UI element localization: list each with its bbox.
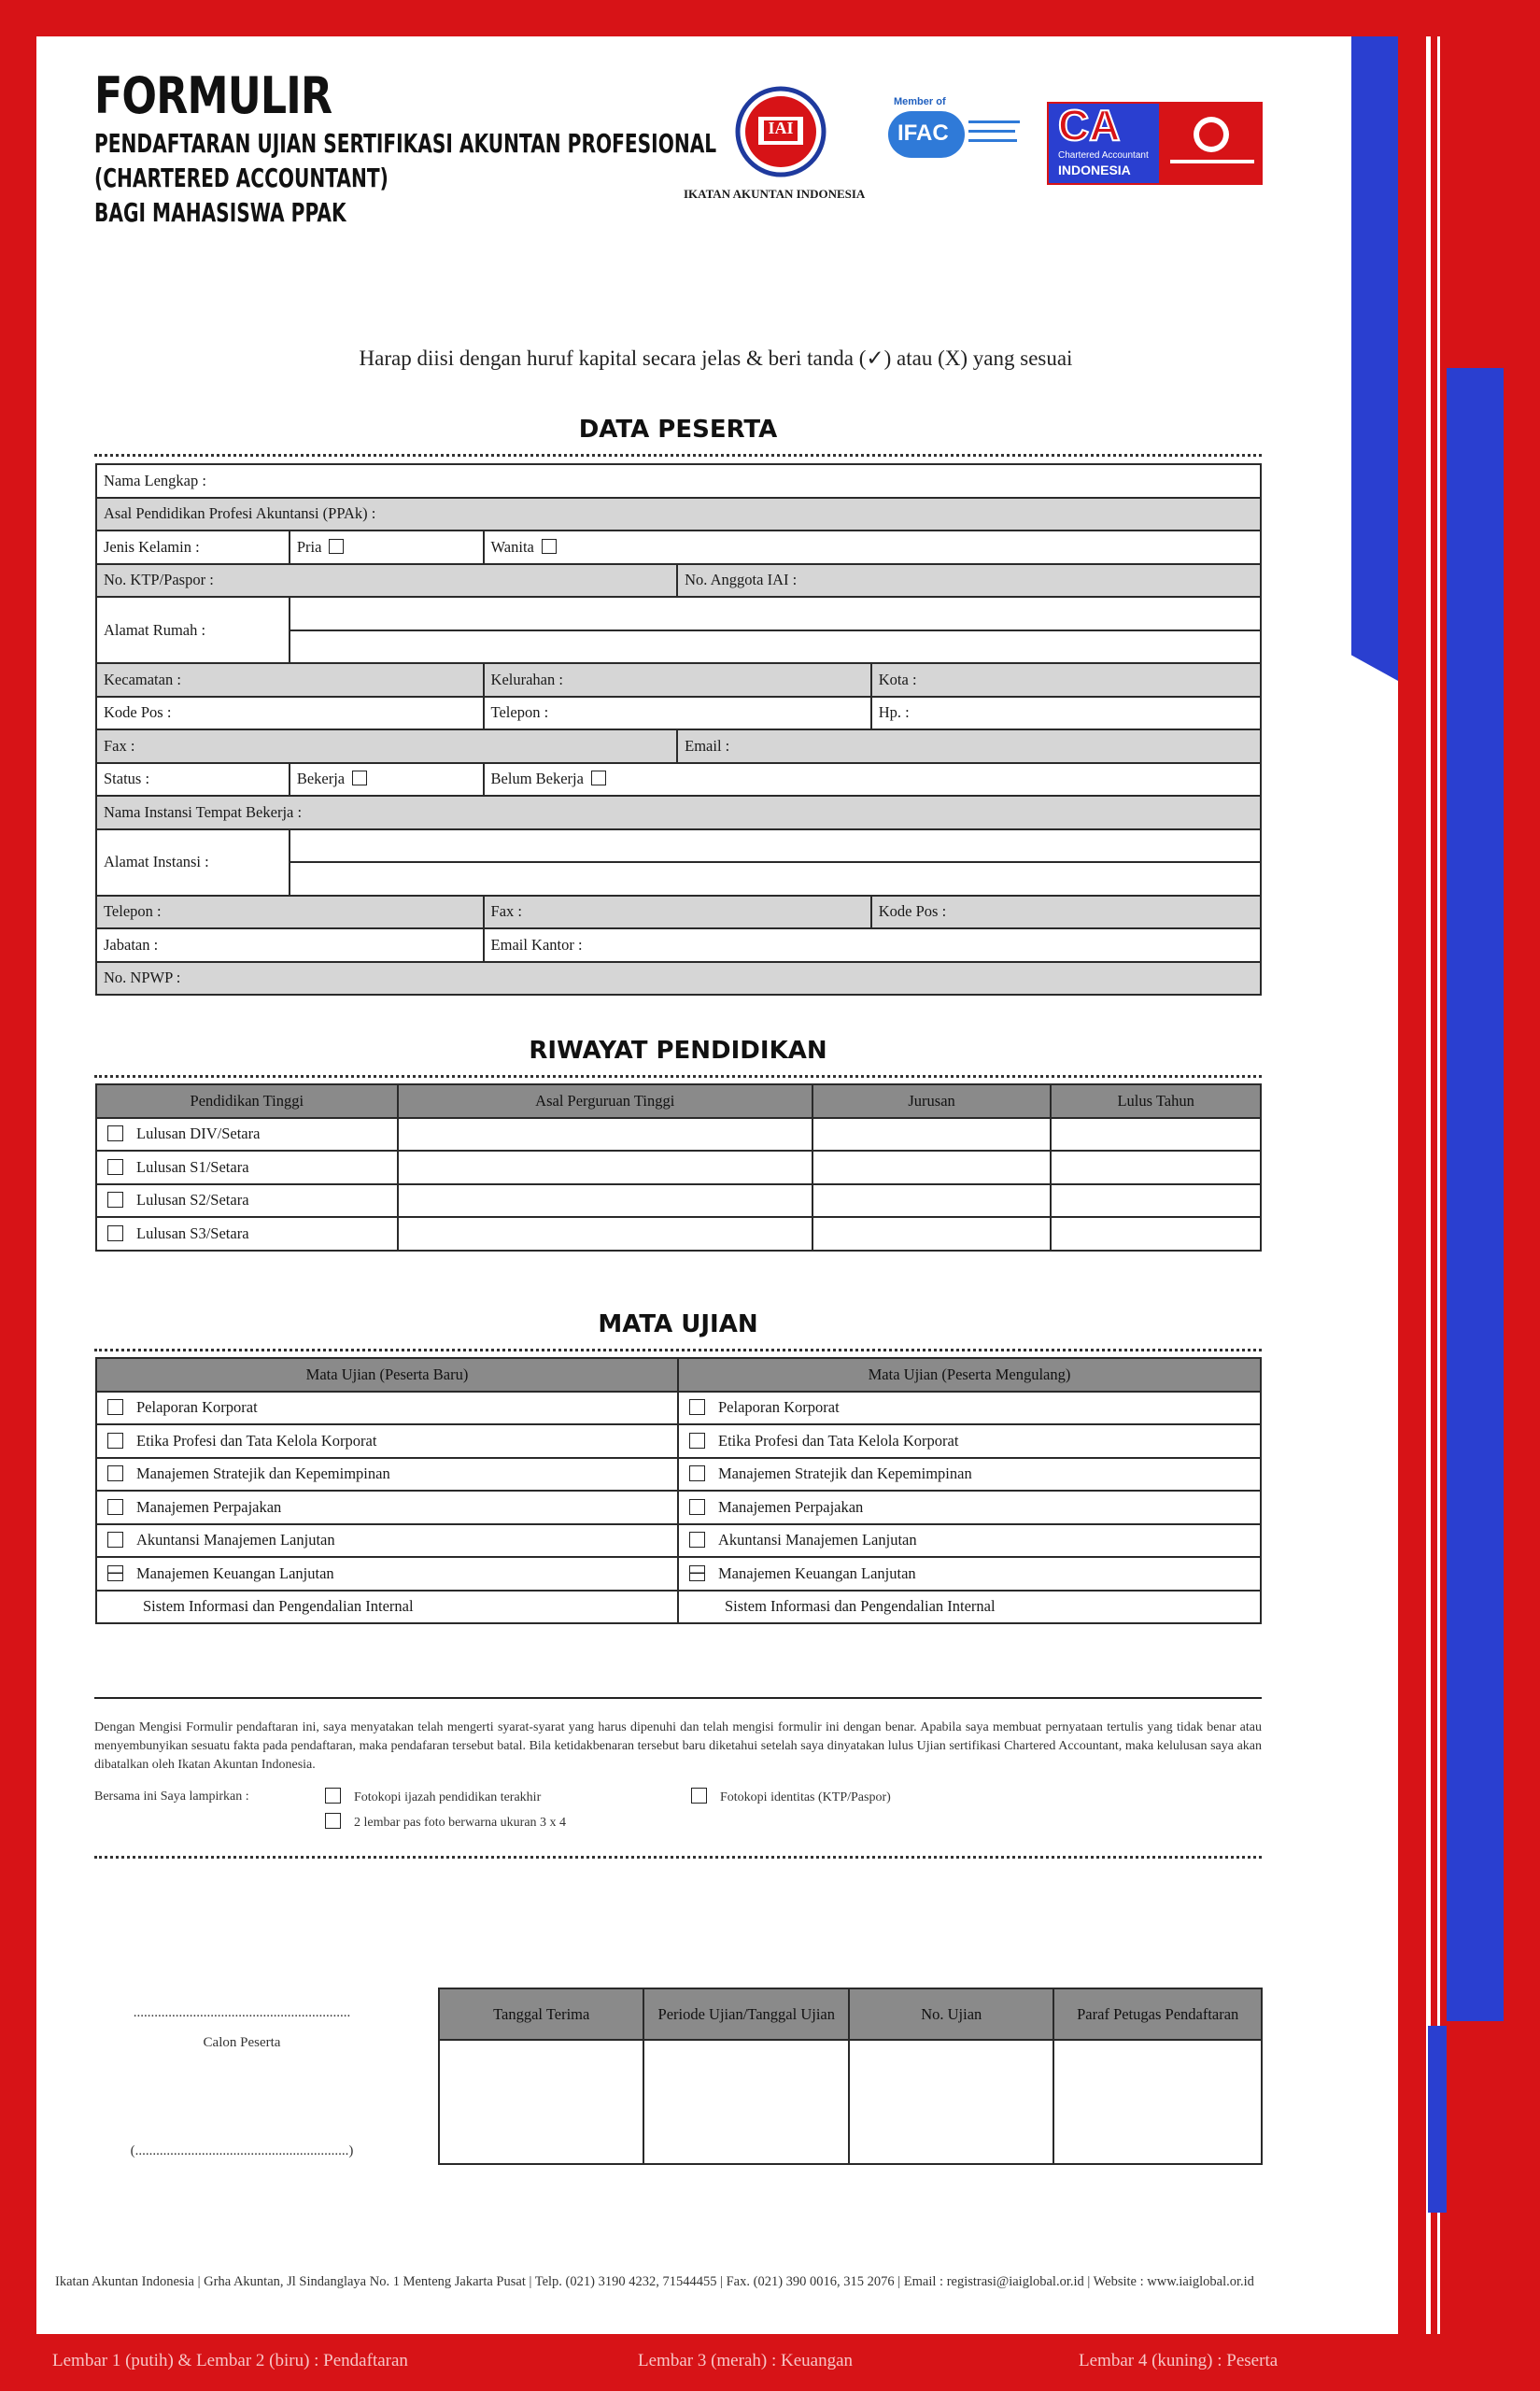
table-row bbox=[96, 1217, 1261, 1251]
office-header-tanggal: Tanggal Terima bbox=[439, 1988, 643, 2040]
mata-ujian-table bbox=[95, 1357, 1262, 1624]
attachment-label: 2 lembar pas foto berwarna ukuran 3 x 4 bbox=[354, 1816, 567, 1830]
mata-ujian-baru-option[interactable] bbox=[96, 1392, 678, 1425]
riwayat-label: Lulusan S3/Setara bbox=[136, 1224, 249, 1242]
riwayat-jurusan-cell[interactable] bbox=[812, 1217, 1051, 1251]
dotted-divider bbox=[94, 1856, 1262, 1859]
office-header-no-ujian: No. Ujian bbox=[849, 1988, 1053, 2040]
dotted-divider bbox=[94, 1349, 1262, 1351]
riwayat-label: Lulusan DIV/Setara bbox=[136, 1125, 261, 1143]
mata-ujian-checkbox[interactable] bbox=[107, 1532, 123, 1548]
dotted-divider bbox=[94, 1075, 1262, 1078]
table-row bbox=[96, 1118, 1261, 1152]
attachment-label: Fotokopi ijazah pendidikan terakhir bbox=[354, 1790, 542, 1804]
pria-label: Pria bbox=[296, 537, 322, 556]
option-pria[interactable] bbox=[290, 531, 484, 564]
mata-ujian-label: Manajemen Perpajakan bbox=[136, 1497, 282, 1516]
attachment-checkbox[interactable] bbox=[325, 1788, 341, 1804]
mata-ujian-checkbox[interactable] bbox=[107, 1399, 123, 1415]
field-no-anggota[interactable]: No. Anggota IAI : bbox=[677, 564, 1261, 598]
section-title-riwayat: RIWAYAT PENDIDIKAN bbox=[529, 1037, 827, 1065]
mata-ujian-ulang-option[interactable] bbox=[678, 1557, 1261, 1591]
blue-stripe-low bbox=[1428, 2026, 1447, 2213]
section-title-mata-ujian: MATA UJIAN bbox=[598, 1310, 758, 1338]
mata-ujian-label: Manajemen Keuangan Lanjutan bbox=[718, 1563, 916, 1582]
field-fax-kantor[interactable]: Fax : bbox=[484, 896, 871, 929]
riwayat-asal-cell[interactable] bbox=[398, 1118, 812, 1152]
riwayat-asal-cell[interactable] bbox=[398, 1184, 812, 1218]
mata-ujian-label: Manajemen Perpajakan bbox=[718, 1497, 864, 1516]
office-header-periode: Periode Ujian/Tanggal Ujian bbox=[643, 1988, 849, 2040]
belum-bekerja-label: Belum Bekerja bbox=[490, 770, 584, 788]
mata-ujian-ulang-option[interactable] bbox=[678, 1424, 1261, 1458]
riwayat-jurusan-cell[interactable] bbox=[812, 1151, 1051, 1184]
field-jabatan[interactable]: Jabatan : bbox=[96, 928, 484, 962]
mata-ujian-label: Etika Profesi dan Tata Kelola Korporat bbox=[136, 1431, 377, 1450]
riwayat-header-jurusan: Jurusan bbox=[812, 1084, 1051, 1118]
office-use-table bbox=[438, 1988, 1263, 2165]
iai-logo bbox=[734, 85, 794, 166]
mata-ujian-checkbox[interactable] bbox=[689, 1399, 705, 1415]
signature-name-line[interactable]: (.............................................................) bbox=[130, 2143, 354, 2158]
attachment-label: Fotokopi identitas (KTP/Paspor) bbox=[720, 1790, 891, 1804]
riwayat-lulus-cell[interactable] bbox=[1051, 1217, 1261, 1251]
label-alamat-rumah: Alamat Rumah : bbox=[96, 597, 290, 663]
riwayat-jurusan-cell[interactable] bbox=[812, 1118, 1051, 1152]
copy-label-pendaftaran: Lembar 1 (putih) & Lembar 2 (biru) : Pendaftaran bbox=[52, 2351, 408, 2370]
mata-ujian-ulang-option[interactable] bbox=[678, 1524, 1261, 1558]
form-subtitle-1: PENDAFTARAN UJIAN SERTIFIKASI AKUNTAN PROFESIONAL bbox=[94, 128, 717, 159]
riwayat-option[interactable] bbox=[96, 1118, 398, 1152]
ca-sub2: INDONESIA bbox=[1058, 163, 1131, 177]
mata-ujian-checkbox[interactable] bbox=[689, 1433, 705, 1449]
field-telepon-kantor[interactable]: Telepon : bbox=[96, 896, 484, 929]
wanita-checkbox[interactable] bbox=[542, 539, 557, 554]
attachment-ijazah[interactable] bbox=[321, 1788, 541, 1805]
declaration-text: Dengan Mengisi Formulir pendaftaran ini, saya menyatakan telah mengerti syarat-syarat yang harus dipenuhi dan telah mengisi formulir ini dengan benar. Apabila saya membuat pernyataan tertulis yang tidak benar atau menyembunyikan sesuatu fakta pada pendaftaran, maka pendafaran tersebut batal. Bila ketidakbenaran tersebut baru diketahui setelah saya dinyatakan lulus Ujian sertifikasi Chartered Accountant, maka kelulusan saya akan dibatalkan oleh Ikatan Akuntan Indonesia. bbox=[94, 1720, 1262, 1772]
attachment-checkbox[interactable] bbox=[325, 1813, 341, 1829]
field-kelurahan[interactable]: Kelurahan : bbox=[484, 663, 871, 697]
attachment-ktp[interactable] bbox=[687, 1788, 891, 1805]
mata-ujian-label: Pelaporan Korporat bbox=[136, 1398, 258, 1417]
field-email[interactable]: Email : bbox=[677, 729, 1261, 763]
bekerja-checkbox[interactable] bbox=[352, 771, 367, 785]
mata-ujian-label: Manajemen Stratejik dan Kepemimpinan bbox=[136, 1464, 390, 1483]
mata-ujian-header-ulang: Mata Ujian (Peserta Mengulang) bbox=[678, 1358, 1261, 1392]
pria-checkbox[interactable] bbox=[329, 539, 344, 554]
field-alamat-rumah-1[interactable] bbox=[290, 597, 1261, 630]
mata-ujian-baru-option[interactable] bbox=[96, 1424, 678, 1458]
mata-ujian-ulang-option[interactable] bbox=[678, 1491, 1261, 1524]
field-nama-lengkap[interactable]: Nama Lengkap : bbox=[96, 464, 1261, 498]
mata-ujian-checkbox[interactable] bbox=[689, 1532, 705, 1548]
option-wanita[interactable] bbox=[484, 531, 1261, 564]
riwayat-header-asal: Asal Perguruan Tinggi bbox=[398, 1084, 812, 1118]
option-bekerja[interactable] bbox=[290, 763, 484, 797]
field-kecamatan[interactable]: Kecamatan : bbox=[96, 663, 484, 697]
mata-ujian-label: Manajemen Keuangan Lanjutan bbox=[136, 1563, 334, 1582]
instruction-text: Harap diisi dengan huruf kapital secara jelas & beri tanda (✓) atau (X) yang sesuai bbox=[359, 347, 1073, 370]
mata-ujian-baru-option[interactable] bbox=[96, 1524, 678, 1558]
data-peserta-table bbox=[95, 463, 1262, 996]
section-title-data-peserta: DATA PESERTA bbox=[578, 416, 778, 444]
riwayat-header-lulus: Lulus Tahun bbox=[1051, 1084, 1261, 1118]
mata-ujian-label: Etika Profesi dan Tata Kelola Korporat bbox=[718, 1431, 959, 1450]
riwayat-checkbox[interactable] bbox=[107, 1159, 123, 1175]
signature-label: Calon Peserta bbox=[203, 2035, 281, 2050]
riwayat-jurusan-cell[interactable] bbox=[812, 1184, 1051, 1218]
white-line-1 bbox=[1426, 36, 1431, 2334]
riwayat-header-pendidikan: Pendidikan Tinggi bbox=[96, 1084, 398, 1118]
ca-mark: CA bbox=[1058, 101, 1121, 149]
ca-logo bbox=[1047, 102, 1263, 185]
mata-ujian-checkbox[interactable] bbox=[107, 1565, 123, 1581]
table-row bbox=[96, 1524, 1261, 1558]
field-alamat-instansi-1[interactable] bbox=[290, 829, 1261, 863]
form-title-block bbox=[94, 66, 958, 230]
riwayat-option[interactable] bbox=[96, 1217, 398, 1251]
form-subtitle-2: (CHARTERED ACCOUNTANT) bbox=[94, 163, 389, 193]
riwayat-lulus-cell[interactable] bbox=[1051, 1118, 1261, 1152]
field-no-ktp[interactable]: No. KTP/Paspor : bbox=[96, 564, 677, 598]
declaration-rule bbox=[94, 1697, 1262, 1699]
table-row bbox=[96, 1151, 1261, 1184]
table-row bbox=[96, 1424, 1261, 1458]
field-email-kantor[interactable]: Email Kantor : bbox=[484, 928, 1261, 962]
blue-stripe-mid bbox=[1447, 368, 1504, 2021]
office-header-paraf: Paraf Petugas Pendaftaran bbox=[1053, 1988, 1262, 2040]
belum-bekerja-checkbox[interactable] bbox=[591, 771, 606, 785]
office-cell-no-ujian[interactable] bbox=[849, 2040, 1053, 2164]
form-sheet bbox=[36, 36, 1504, 2334]
mata-ujian-checkbox[interactable] bbox=[689, 1465, 705, 1481]
mata-ujian-checkbox[interactable] bbox=[107, 1499, 123, 1515]
copy-label-keuangan: Lembar 3 (merah) : Keuangan bbox=[638, 2351, 854, 2370]
table-row bbox=[96, 1557, 1261, 1591]
mata-ujian-baru-option[interactable] bbox=[96, 1491, 678, 1524]
riwayat-label: Lulusan S1/Setara bbox=[136, 1157, 249, 1176]
mata-ujian-label: Manajemen Stratejik dan Kepemimpinan bbox=[718, 1464, 972, 1483]
form-title: FORMULIR bbox=[94, 66, 332, 125]
field-kode-pos[interactable]: Kode Pos : bbox=[96, 697, 484, 730]
riwayat-checkbox[interactable] bbox=[107, 1192, 123, 1208]
field-hp[interactable]: Hp. : bbox=[871, 697, 1261, 730]
field-npwp[interactable]: No. NPWP : bbox=[96, 962, 1261, 996]
riwayat-table bbox=[95, 1083, 1262, 1252]
mata-ujian-ulang-option[interactable] bbox=[678, 1458, 1261, 1492]
riwayat-asal-cell[interactable] bbox=[398, 1217, 812, 1251]
mata-ujian-ulang-option[interactable] bbox=[678, 1591, 1261, 1624]
mata-ujian-label: Pelaporan Korporat bbox=[718, 1398, 840, 1417]
mata-ujian-checkbox[interactable] bbox=[107, 1433, 123, 1449]
field-asal-pendidikan[interactable]: Asal Pendidikan Profesi Akuntansi (PPAk) : bbox=[96, 498, 1261, 531]
copy-label-peserta: Lembar 4 (kuning) : Peserta bbox=[1079, 2351, 1279, 2370]
mata-ujian-checkbox[interactable] bbox=[689, 1565, 705, 1581]
riwayat-lulus-cell[interactable] bbox=[1051, 1151, 1261, 1184]
riwayat-option[interactable] bbox=[96, 1184, 398, 1218]
table-row bbox=[96, 1491, 1261, 1524]
riwayat-checkbox[interactable] bbox=[107, 1125, 123, 1141]
mata-ujian-label: Akuntansi Manajemen Lanjutan bbox=[136, 1531, 335, 1549]
mata-ujian-baru-option[interactable] bbox=[96, 1557, 678, 1591]
table-row bbox=[96, 1458, 1261, 1492]
form-subtitle-3: BAGI MAHASISWA PPAK bbox=[94, 197, 346, 228]
riwayat-option[interactable] bbox=[96, 1151, 398, 1184]
attachments-label: Bersama ini Saya lampirkan : bbox=[94, 1790, 249, 1804]
riwayat-label: Lulusan S2/Setara bbox=[136, 1191, 249, 1210]
attachment-pas-foto[interactable] bbox=[321, 1813, 566, 1831]
dotted-divider bbox=[94, 454, 1262, 457]
field-kode-pos-kantor[interactable]: Kode Pos : bbox=[871, 896, 1261, 929]
office-cell-tanggal[interactable] bbox=[439, 2040, 643, 2164]
mata-ujian-label: Sistem Informasi dan Pengendalian Internal bbox=[143, 1597, 414, 1616]
signature-dots: .............................................................. bbox=[133, 2005, 351, 2020]
wanita-label: Wanita bbox=[490, 537, 534, 556]
mata-ujian-label: Akuntansi Manajemen Lanjutan bbox=[718, 1531, 917, 1549]
iai-logo-caption: IKATAN AKUNTAN INDONESIA bbox=[684, 187, 866, 201]
riwayat-lulus-cell[interactable] bbox=[1051, 1184, 1261, 1218]
table-row bbox=[96, 1184, 1261, 1218]
ifac-member-of: Member of bbox=[894, 96, 946, 107]
riwayat-asal-cell[interactable] bbox=[398, 1151, 812, 1184]
mata-ujian-label: Sistem Informasi dan Pengendalian Internal bbox=[725, 1597, 996, 1616]
table-row bbox=[96, 1392, 1261, 1425]
attachment-checkbox[interactable] bbox=[691, 1788, 707, 1804]
field-alamat-instansi-2[interactable] bbox=[290, 862, 1261, 896]
white-line-2 bbox=[1437, 36, 1440, 2334]
field-telepon[interactable]: Telepon : bbox=[484, 697, 871, 730]
label-status: Status : bbox=[96, 763, 290, 797]
footer-address: Ikatan Akuntan Indonesia | Grha Akuntan, Jl Sindanglaya No. 1 Menteng Jakarta Pusat | Telp. (021) 3190 4232, 71544455 | Fax. (021) 390 0016, 315 2076 | Email : registrasi@iaiglobal.or.id | Website : www.iaiglobal.or.id bbox=[55, 2274, 1254, 2289]
field-nama-instansi[interactable]: Nama Instansi Tempat Bekerja : bbox=[96, 796, 1261, 829]
white-cut bbox=[1351, 681, 1379, 2334]
field-fax[interactable]: Fax : bbox=[96, 729, 677, 763]
ca-sub1: Chartered Accountant bbox=[1058, 150, 1149, 161]
option-belum-bekerja[interactable] bbox=[484, 763, 1261, 797]
field-alamat-rumah-2[interactable] bbox=[290, 630, 1261, 664]
iai-logo-mark: IAI bbox=[768, 119, 794, 137]
mata-ujian-ulang-option[interactable] bbox=[678, 1392, 1261, 1425]
label-jenis-kelamin: Jenis Kelamin : bbox=[96, 531, 290, 564]
mata-ujian-checkbox[interactable] bbox=[107, 1465, 123, 1481]
mata-ujian-header-baru: Mata Ujian (Peserta Baru) bbox=[96, 1358, 678, 1392]
ifac-mark: IFAC bbox=[897, 120, 949, 146]
mata-ujian-checkbox[interactable] bbox=[689, 1499, 705, 1515]
ifac-logo bbox=[888, 96, 1028, 171]
riwayat-checkbox[interactable] bbox=[107, 1225, 123, 1241]
label-alamat-instansi: Alamat Instansi : bbox=[96, 829, 290, 896]
office-cell-paraf[interactable] bbox=[1053, 2040, 1262, 2164]
mata-ujian-baru-option[interactable] bbox=[96, 1458, 678, 1492]
office-cell-periode[interactable] bbox=[643, 2040, 849, 2164]
field-kota[interactable]: Kota : bbox=[871, 663, 1261, 697]
mata-ujian-baru-option[interactable] bbox=[96, 1591, 678, 1624]
table-row bbox=[96, 1591, 1261, 1624]
bekerja-label: Bekerja bbox=[296, 770, 346, 788]
